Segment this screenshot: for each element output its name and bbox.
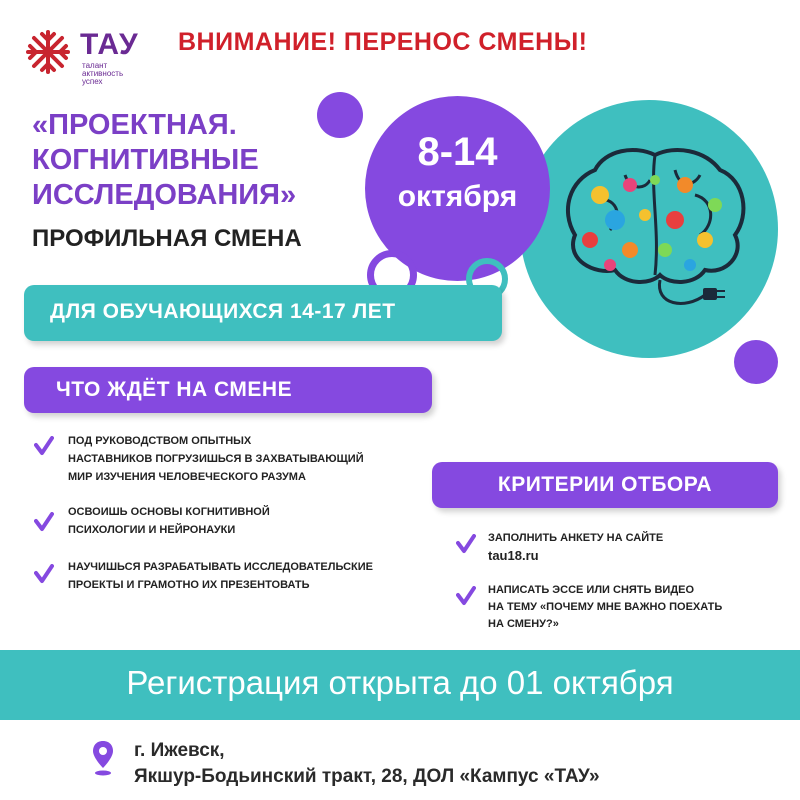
list-item-line: МИР ИЗУЧЕНИЯ ЧЕЛОВЕЧЕСКОГО РАЗУМА: [68, 471, 306, 483]
logo-name: ТАУ: [80, 28, 139, 61]
criteria-item-line: НА СМЕНУ?»: [488, 618, 559, 630]
list-item: [68, 432, 438, 486]
checkmark-icon: [456, 586, 476, 606]
date-range: 8-14: [417, 130, 498, 174]
criteria-item-line: ЗАПОЛНИТЬ АНКЕТУ НА САЙТЕ: [488, 532, 664, 544]
checkmark-icon: [34, 564, 54, 584]
logo-mark-icon: [22, 26, 74, 78]
registration-text: Регистрация открыта до 01 октября: [126, 664, 674, 701]
list-item-line: ПРОЕКТЫ И ГРАМОТНО ИХ ПРЕЗЕНТОВАТЬ: [68, 579, 310, 591]
list-item-line: НАСТАВНИКОВ ПОГРУЗИШЬСЯ В ЗАХВАТЫВАЮЩИЙ: [68, 453, 364, 465]
list-item-line: ПОД РУКОВОДСТВОМ ОПЫТНЫХ: [68, 435, 252, 447]
list-item-line: ПСИХОЛОГИИ И НЕЙРОНАУКИ: [68, 524, 236, 536]
checkmark-icon: [34, 436, 54, 456]
list-item: [68, 558, 438, 594]
attention-heading: ВНИМАНИЕ! ПЕРЕНОС СМЕНЫ!: [178, 28, 588, 56]
criteria-item: [488, 530, 788, 564]
address-line: г. Ижевск,: [134, 740, 225, 761]
logo-tagline-line: успех: [82, 77, 103, 86]
list-item-line: НАУЧИШЬСЯ РАЗРАБАТЫВАТЬ ИССЛЕДОВАТЕЛЬСКИЕ: [68, 561, 373, 573]
age-banner-text: ДЛЯ ОБУЧАЮЩИХСЯ 14-17 ЛЕТ: [50, 300, 396, 323]
brain-gears-icon: [555, 140, 755, 320]
page-title: [32, 108, 362, 213]
decor-circle: [734, 340, 778, 384]
criteria-item-line: НА ТЕМУ «ПОЧЕМУ МНЕ ВАЖНО ПОЕХАТЬ: [488, 601, 723, 613]
logo-tagline-line: активность: [82, 69, 124, 78]
logo-tagline: [82, 62, 142, 86]
title-line: КОГНИТИВНЫЕ: [32, 144, 259, 176]
page-subtitle: ПРОФИЛЬНАЯ СМЕНА: [32, 225, 302, 252]
logo-tagline-line: талант: [82, 61, 108, 70]
address-line: Якшур-Бодьинский тракт, 28, ДОЛ «Кампус «ТАУ»: [134, 766, 600, 787]
date-month: октября: [397, 180, 518, 213]
decor-circle: [317, 92, 363, 138]
criteria-site-link[interactable]: tau18.ru: [488, 548, 539, 563]
criteria-heading: КРИТЕРИИ ОТБОРА: [497, 473, 713, 496]
title-line: ИССЛЕДОВАНИЯ»: [32, 179, 297, 211]
criteria-item: [488, 582, 788, 633]
tau-logo: [22, 26, 142, 86]
location-pin-icon: [92, 740, 114, 776]
expect-heading: ЧТО ЖДЁТ НА СМЕНЕ: [56, 378, 293, 401]
checkmark-icon: [34, 512, 54, 532]
checkmark-icon: [456, 534, 476, 554]
address: [134, 738, 600, 790]
list-item-line: ОСВОИШЬ ОСНОВЫ КОГНИТИВНОЙ: [68, 506, 270, 518]
list-item: [68, 503, 438, 539]
criteria-item-line: НАПИСАТЬ ЭССЕ ИЛИ СНЯТЬ ВИДЕО: [488, 584, 695, 596]
title-line: «ПРОЕКТНАЯ.: [32, 109, 237, 141]
